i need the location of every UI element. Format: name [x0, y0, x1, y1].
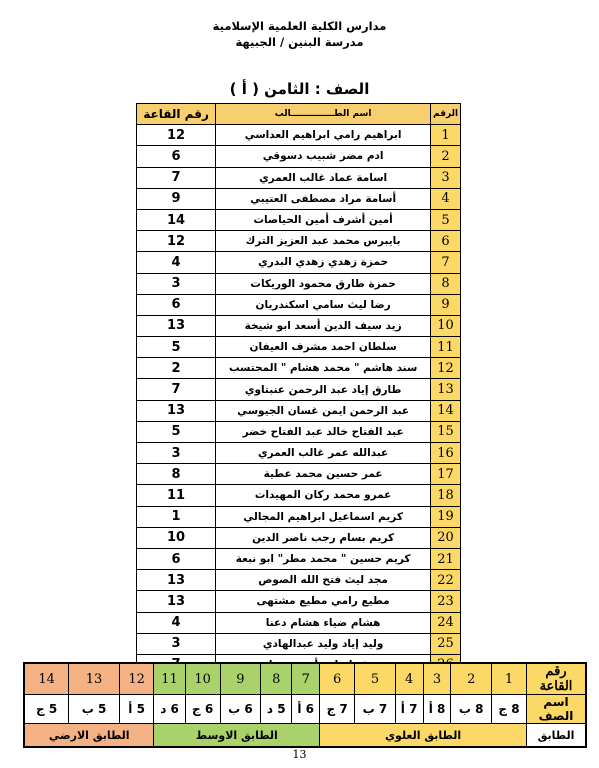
floors-row-label: الطابق — [527, 724, 587, 748]
table-row — [137, 400, 461, 421]
table-row — [137, 548, 461, 569]
table-row — [137, 570, 461, 591]
student-name: حمزة طارق محمود الوريكات — [216, 273, 431, 294]
table-row — [137, 209, 461, 230]
header-room-number: رقم القاعة — [137, 104, 216, 125]
room-number: 4 — [137, 612, 216, 633]
room-number: 4 — [137, 252, 216, 273]
student-name: ابراهيم رامي ابراهيم العداسي — [216, 125, 431, 146]
student-name: كريم اسماعيل ابراهيم المجالي — [216, 506, 431, 527]
student-name: حمزة زهدي زهدي البدري — [216, 252, 431, 273]
room-number: 6 — [137, 548, 216, 569]
student-number: 19 — [431, 506, 461, 527]
room-number: 7 — [137, 167, 216, 188]
student-number: 7 — [431, 252, 461, 273]
student-number: 16 — [431, 443, 461, 464]
floor-middle: الطابق الاوسط — [154, 724, 320, 748]
table-row — [137, 485, 461, 506]
table-row — [137, 464, 461, 485]
table-row — [137, 421, 461, 442]
room-number: 3 — [137, 443, 216, 464]
room-number: 1 — [137, 506, 216, 527]
student-number: 20 — [431, 527, 461, 548]
class-cell: 8 أ — [423, 695, 451, 724]
room-cell: 12 — [119, 663, 154, 695]
header-number: الرقم — [431, 104, 461, 125]
student-number: 18 — [431, 485, 461, 506]
student-number: 8 — [431, 273, 461, 294]
class-cell: 6 أ — [292, 695, 320, 724]
table-row — [137, 231, 461, 252]
floor-ground: الطابق الارضي — [24, 724, 154, 748]
class-cell: 8 ج — [491, 695, 526, 724]
room-number: 13 — [137, 570, 216, 591]
classes-row — [24, 695, 586, 724]
student-number: 5 — [431, 209, 461, 230]
student-number: 14 — [431, 400, 461, 421]
room-number: 12 — [137, 125, 216, 146]
header-student-name: اسم الطــــــــــــــالب — [216, 104, 431, 125]
student-name: عبد الفتاح خالد عبد الفتاح خضر — [216, 421, 431, 442]
class-title: الصف : الثامن ( أ ) — [229, 80, 370, 98]
class-cell: 6 ب — [220, 695, 260, 724]
class-cell: 5 ب — [69, 695, 119, 724]
class-cell: 7 ب — [355, 695, 395, 724]
student-number: 13 — [431, 379, 461, 400]
student-name: أمين أشرف أمين الحياصات — [216, 209, 431, 230]
room-cell: 9 — [220, 663, 260, 695]
student-number: 1 — [431, 125, 461, 146]
students-table — [136, 103, 461, 676]
room-number: 3 — [137, 273, 216, 294]
room-number: 2 — [137, 358, 216, 379]
student-name: عمرو محمد ركان المهيدات — [216, 485, 431, 506]
student-number: 24 — [431, 612, 461, 633]
student-number: 11 — [431, 337, 461, 358]
student-name: طارق إياد عبد الرحمن عنبتاوي — [216, 379, 431, 400]
student-name: عبدالله عمر غالب العمري — [216, 443, 431, 464]
page-number: 13 — [292, 748, 307, 761]
student-name: زيد سيف الدين أسعد ابو شيخة — [216, 315, 431, 336]
student-name: هشام ضياء هشام دعنا — [216, 612, 431, 633]
room-number: 6 — [137, 146, 216, 167]
room-cell: 2 — [451, 663, 491, 695]
table-row — [137, 125, 461, 146]
branch-name: مدرسة البنين / الجبيهة — [235, 35, 364, 49]
classes-row-label: اسم الصف — [527, 695, 587, 724]
room-cell: 14 — [24, 663, 69, 695]
student-name: بايبرس محمد عبد العزيز الترك — [216, 231, 431, 252]
student-number: 21 — [431, 548, 461, 569]
class-cell: 6 د — [154, 695, 185, 724]
student-name: وليد إياد وليد عبدالهادي — [216, 633, 431, 654]
student-number: 15 — [431, 421, 461, 442]
floors-row — [24, 724, 586, 748]
table-row — [137, 294, 461, 315]
room-cell: 3 — [423, 663, 451, 695]
rooms-row-label: رقم القاعة — [527, 663, 587, 695]
student-name: سند هاشم " محمد هشام " المحتسب — [216, 358, 431, 379]
room-cell: 6 — [320, 663, 355, 695]
student-number: 10 — [431, 315, 461, 336]
student-name: عمر حسين محمد عطية — [216, 464, 431, 485]
rooms-table — [23, 662, 587, 748]
table-row — [137, 358, 461, 379]
floor-upper: الطابق العلوي — [320, 724, 527, 748]
class-cell: 7 ج — [320, 695, 355, 724]
room-number: 7 — [137, 379, 216, 400]
student-number: 25 — [431, 633, 461, 654]
table-row — [137, 315, 461, 336]
student-number: 22 — [431, 570, 461, 591]
room-number: 13 — [137, 400, 216, 421]
room-cell: 7 — [292, 663, 320, 695]
table-row — [137, 506, 461, 527]
table-row — [137, 252, 461, 273]
student-number: 9 — [431, 294, 461, 315]
students-table-body — [137, 125, 461, 676]
student-name: سلطان احمد مشرف العيفان — [216, 337, 431, 358]
room-number: 3 — [137, 633, 216, 654]
room-number: 10 — [137, 527, 216, 548]
student-name: اسامة عماد غالب العمري — [216, 167, 431, 188]
room-cell: 5 — [355, 663, 395, 695]
student-number: 17 — [431, 464, 461, 485]
table-row — [137, 167, 461, 188]
student-name: كريم بسام رجب ناصر الدين — [216, 527, 431, 548]
room-number: 13 — [137, 591, 216, 612]
room-number: 13 — [137, 315, 216, 336]
class-cell: 7 أ — [395, 695, 423, 724]
room-number: 14 — [137, 209, 216, 230]
table-row — [137, 527, 461, 548]
table-row — [137, 146, 461, 167]
room-cell: 11 — [154, 663, 185, 695]
room-number: 11 — [137, 485, 216, 506]
class-cell: 5 أ — [119, 695, 154, 724]
student-name: مجد ليث فتح الله الصوص — [216, 570, 431, 591]
rooms-row — [24, 663, 586, 695]
student-number: 23 — [431, 591, 461, 612]
room-cell: 1 — [491, 663, 526, 695]
room-number: 6 — [137, 294, 216, 315]
school-name: مدارس الكلية العلمية الإسلامية — [212, 19, 387, 33]
room-cell: 4 — [395, 663, 423, 695]
class-cell: 8 ب — [451, 695, 491, 724]
document-header — [0, 18, 599, 50]
student-number: 3 — [431, 167, 461, 188]
student-name: ادم مضر شبيب دسوقي — [216, 146, 431, 167]
table-row — [137, 591, 461, 612]
room-cell: 8 — [261, 663, 292, 695]
room-number: 12 — [137, 231, 216, 252]
room-number: 5 — [137, 337, 216, 358]
table-row — [137, 612, 461, 633]
student-number: 2 — [431, 146, 461, 167]
student-name: عبد الرحمن ايمن غسان الجيوسي — [216, 400, 431, 421]
table-row — [137, 337, 461, 358]
student-name: أسامة مراد مصطفى العتيبي — [216, 188, 431, 209]
table-row — [137, 379, 461, 400]
table-row — [137, 443, 461, 464]
students-table-header — [137, 104, 461, 125]
room-number: 8 — [137, 464, 216, 485]
room-cell: 13 — [69, 663, 119, 695]
class-cell: 6 ج — [185, 695, 220, 724]
student-name: كريم حسين " محمد مطر" ابو نبعة — [216, 548, 431, 569]
student-name: رضا ليث سامي اسكندريان — [216, 294, 431, 315]
room-number: 5 — [137, 421, 216, 442]
student-number: 6 — [431, 231, 461, 252]
class-cell: 5 د — [261, 695, 292, 724]
room-number: 9 — [137, 188, 216, 209]
class-cell: 5 ج — [24, 695, 69, 724]
table-row — [137, 633, 461, 654]
table-row — [137, 273, 461, 294]
student-number: 4 — [431, 188, 461, 209]
table-row — [137, 188, 461, 209]
student-number: 12 — [431, 358, 461, 379]
room-cell: 10 — [185, 663, 220, 695]
student-name: مطيع رامي مطيع مشتهى — [216, 591, 431, 612]
